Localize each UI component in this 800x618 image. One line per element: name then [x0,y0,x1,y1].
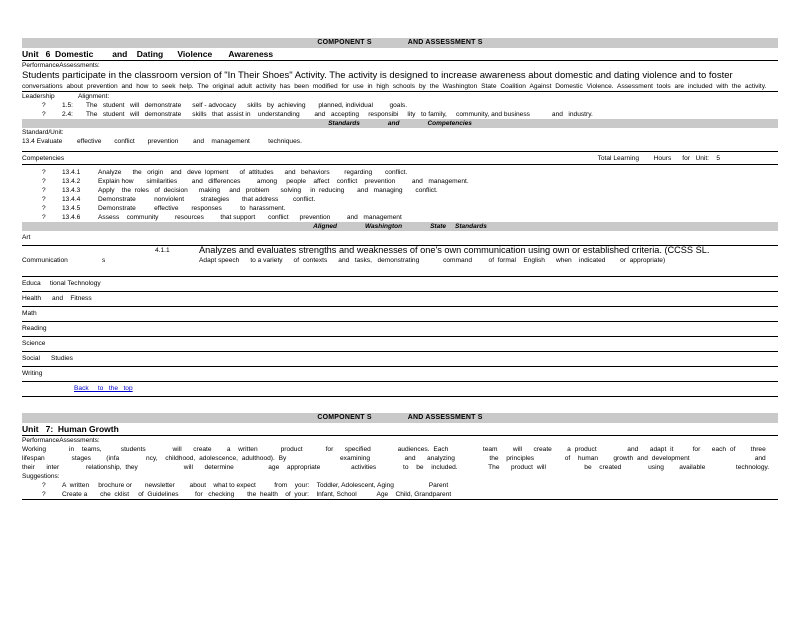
aligned-bar-mid: Washington [365,223,403,230]
alignment-text: The student will demonstrate self - advocacy skills by achieving planned, individual goals. [86,102,408,109]
alignment-label: Alignment: [78,93,110,100]
bar-right-text: AND ASSESSMENT S [407,414,483,421]
competency-num: 13.4.4 [62,196,81,203]
standard-unit-label: Standard/Unit: [22,129,64,136]
unit-title: Unit 6 Domestic and Dating Violence Awareness [22,48,778,61]
competency-text: Demonstrate effective responses to harassment. [98,205,286,212]
competency-item [22,177,778,186]
standards-bar [22,119,778,128]
competency-item [22,186,778,195]
subject-science: Science [22,337,778,352]
leadership-row [22,92,778,101]
components-bar [22,38,778,48]
subject-suffix: s [102,257,106,264]
subject-writing: Writing [22,367,778,382]
alignment-text: The student will demonstrate skills that assist in understanding and accepting responsibi lity to family, community, and business and industry. [86,111,593,118]
bar-left-text: COMPONENT S [317,39,372,46]
standard-text: Analyzes and evaluates strengths and weaknesses of one's own communication using own or established criteria. (CCSS SL. [199,245,710,255]
components-bar [22,413,778,423]
aligned-bar-left: Aligned [313,223,338,230]
competency-text: Demonstrate nonviolent strategies that address conflict. [98,196,316,203]
bar-left-text: COMPONENT S [317,414,372,421]
subject-social-studies: Social Studies [22,352,778,367]
standard-num: 4.1.1 [155,247,170,254]
bullet-icon: ? [42,178,46,185]
bullet-icon: ? [42,169,46,176]
subject-communication [22,246,778,277]
bullet-icon: ? [42,205,46,212]
competency-num: 13.4.1 [62,169,81,176]
competency-num: 13.4.6 [62,214,81,221]
subject-art: Art [22,231,778,246]
section-divider [22,396,778,413]
standard-unit: 13.4 Evaluate effective conflict prevention and management techniques. [22,137,778,152]
suggestion-text: A written brochure or newsletter about what to expect from your: Toddler, Adolescent, Aging Parent [62,482,449,489]
bullet-icon: ? [42,111,46,118]
competency-item [22,195,778,204]
suggestion-text: Create a che cklist of Guidelines for checking the health of your: Infant, School Age Child, Grandparent [62,491,452,498]
bullet-icon: ? [42,482,46,489]
standards-bar-left: Standards [328,120,360,127]
bar-right-text: AND ASSESSMENT S [407,39,483,46]
alignment-num: 1.5: [62,102,73,109]
competency-num: 13.4.2 [62,178,81,185]
bullet-icon: ? [42,491,46,498]
competency-text: Explain how similarities and differences among people affect conflict prevention and management. [98,178,469,185]
subject-math: Math [22,307,778,322]
competency-item [22,204,778,213]
competencies-label: Competencies [22,155,65,162]
suggestion-item [22,490,778,500]
performance-lead: Students participate in the classroom version of "In Their Shoes" Activity. The activity is designed to increase awareness about domestic and dating violence and to foster [22,70,733,81]
aligned-bar-right: State Standards [430,223,487,230]
total-hours: Total Learning Hours for Unit: 5 [597,155,720,162]
competency-num: 13.4.5 [62,205,81,212]
bullet-icon: ? [42,214,46,221]
competency-text: Assess community resources that support conflict prevention and management [98,214,402,221]
subject-edtech: Educa tional Technology [22,277,778,292]
competency-text: Analyze the origin and deve lopment of attitudes and behaviors regarding conflict. [98,169,408,176]
performance-text: Working in teams, students will create a written product for specified audiences. Each team will create a product and adapt it for each of three lifespan stages (infa ncy, childhood, adolescence, adulthood). By examining and analyzing the principles of human growth and development and their inter relationship, they will determine age appropriate activities to be included. The product will be created using available technology. [22,446,778,471]
subject-health: Health and Fitness [22,292,778,307]
bullet-icon: ? [42,102,46,109]
bullet-icon: ? [42,196,46,203]
document [22,38,778,500]
competency-item [22,213,778,222]
competencies-header [22,152,778,164]
back-to-top-link[interactable]: Back to the top [74,385,133,392]
performance-text: conversations about prevention and how to seek help. The original adult activity has been modified for use in high schools by the Washington State Coalition Against Domestic Violence. Assessment tools are included with the activity. [22,82,778,92]
suggestions-label: Suggestions: [22,473,60,480]
standard-subtext: Adapt speech to a variety of contexts and tasks, demonstrating command of formal English when indicated or appropriate) [199,257,666,264]
standards-bar-mid: and [387,120,400,127]
aligned-standards-bar [22,222,778,231]
unit-title: Unit 7: Human Growth [22,423,778,436]
alignment-item [22,101,778,110]
alignment-num: 2.4: [62,111,73,118]
leadership-label: Leadership [22,93,55,100]
competency-num: 13.4.3 [62,187,81,194]
suggestion-item [22,481,778,490]
bullet-icon: ? [42,187,46,194]
competency-item [22,168,778,177]
competency-text: Apply the roles of decision making and problem solving in reducing and managing conflict. [98,187,438,194]
subject-label: Communication [22,257,68,264]
performance-label: PerformanceAssessments: [22,437,100,444]
performance-label: PerformanceAssessments: [22,62,100,69]
standards-bar-right: Competencies [427,120,472,127]
competencies-list [22,164,778,222]
alignment-item [22,110,778,119]
subject-reading: Reading [22,322,778,337]
